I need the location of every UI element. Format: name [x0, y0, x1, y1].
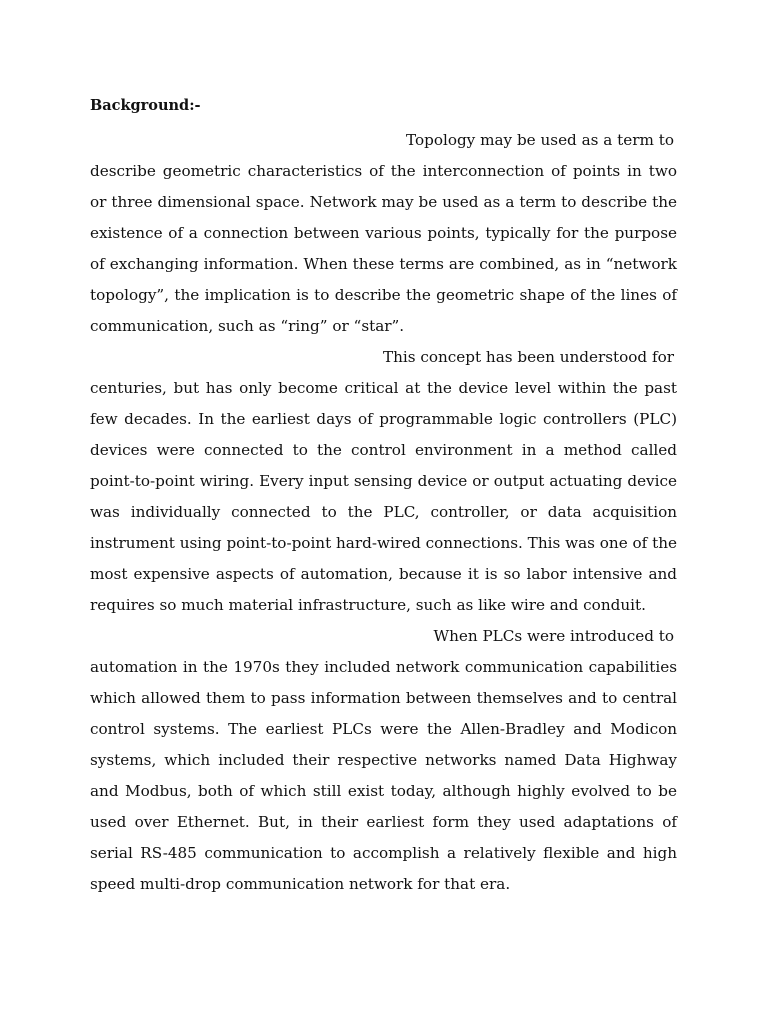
- paragraph-lead: When PLCs were introduced to: [433, 627, 674, 645]
- paragraph-topology: [90, 125, 677, 342]
- paragraph-body: automation in the 1970s they included network communication capabilities which allowed them to pass information between themselves and to central control systems. The earliest PLCs were the Allen-Bradley and Modicon systems, which included their respective networks named Data Highway and Modbus, both of which still exist today, although highly evolved to be used over Ethernet. But, in their earliest form they used adaptations of serial RS-485 communication to accomplish a relatively flexible and high speed multi-drop communication network for that era.: [90, 658, 677, 893]
- paragraph-body: centuries, but has only become critical at the device level within the past few decades. In the earliest days of programmable logic controllers (PLC) devices were connected to the control environment in a method called point-to-point wiring. Every input sensing device or output actuating device was individually connected to the PLC, controller, or data acquisition instrument using point-to-point hard-wired connections. This was one of the most expensive aspects of automation, because it is so labor intensive and requires so much material infrastructure, such as like wire and conduit.: [90, 379, 677, 614]
- paragraph-concept: [90, 342, 677, 621]
- document-page: [90, 94, 677, 900]
- paragraph-plcs: [90, 621, 677, 900]
- paragraph-lead: Topology may be used as a term to: [406, 131, 674, 149]
- section-heading: Background:-: [90, 97, 201, 114]
- paragraph-body: describe geometric characteristics of the interconnection of points in two or three dimensional space. Network may be used as a term to describe the existence of a connection between various points, typically for the purpose of exchanging information. When these terms are combined, as in “network topology”, the implication is to describe the geometric shape of the lines of communication, such as “ring” or “star”.: [90, 162, 677, 335]
- paragraph-lead: This concept has been understood for: [382, 348, 674, 366]
